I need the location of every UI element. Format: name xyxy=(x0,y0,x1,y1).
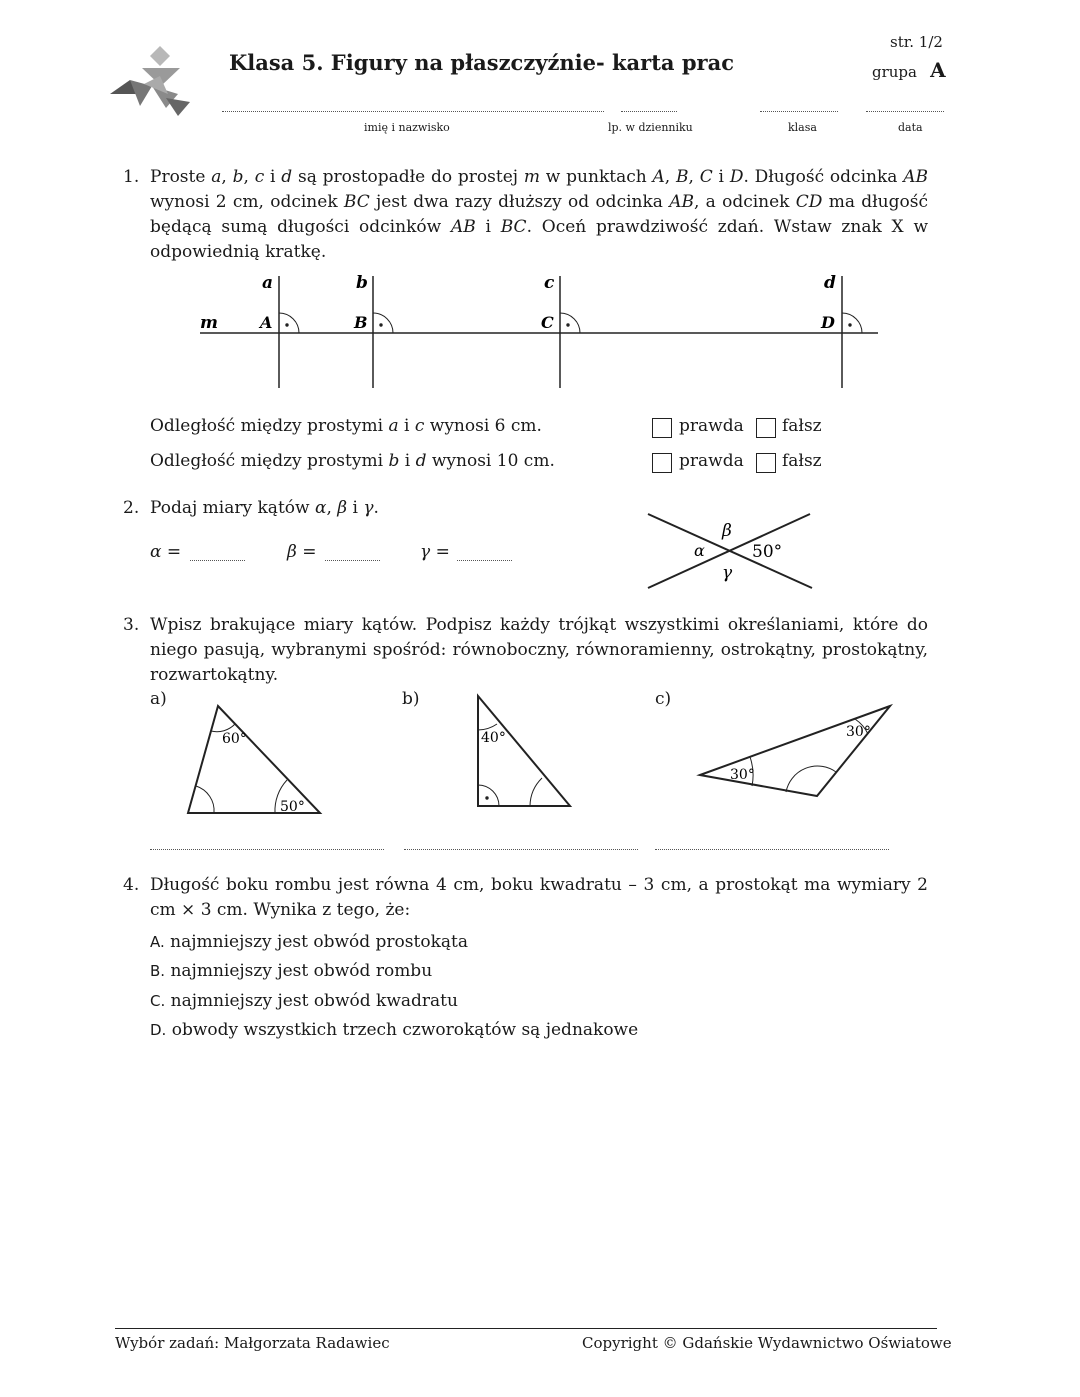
task-3-text: Wpisz brakujące miary kątów. Podpisz każdy trójkąt wszystkimi określaniami, które do niego pasują, wybranymi spośród: równoboczny, równoramienny, ostrokątny, prostokątny, rozwartokątny. xyxy=(150,615,928,685)
crossing-lines-diagram xyxy=(640,508,820,592)
task-3 xyxy=(123,613,928,688)
triangle-b-answer-field[interactable] xyxy=(404,849,638,850)
triangle-a-answer-field[interactable] xyxy=(150,849,384,850)
diagram-gamma-label: γ xyxy=(722,563,733,583)
perpendicular-lines-diagram xyxy=(190,268,890,393)
statement-2: Odległość między prostymi b i d wynosi 10 cm. xyxy=(150,451,555,471)
date-label: data xyxy=(898,121,923,134)
publisher-logo xyxy=(108,46,192,118)
triangle-b-angle-40: 40° xyxy=(481,730,506,746)
task-4-number: 4. xyxy=(123,875,140,895)
triangle-c xyxy=(690,696,900,800)
point-label-b: B xyxy=(354,313,368,332)
statement-2-false-label: fałsz xyxy=(782,451,822,471)
diagram-50-degree-label: 50° xyxy=(752,542,783,562)
option-d[interactable] xyxy=(150,1020,638,1040)
point-label-c: C xyxy=(541,313,554,332)
class-label: klasa xyxy=(788,121,817,134)
footer-divider xyxy=(115,1328,937,1329)
task-4-text: Długość boku rombu jest równa 4 cm, boku kwadratu – 3 cm, a prostokąt ma wymiary 2 cm × 3 cm. Wynika z tego, że: xyxy=(150,875,928,920)
statement-1-false-label: fałsz xyxy=(782,416,822,436)
task-2-text: Podaj miary kątów α, β i γ. xyxy=(150,498,379,518)
alpha-answer-field[interactable] xyxy=(190,560,245,561)
triangle-c-answer-field[interactable] xyxy=(655,849,889,850)
line-label-d: d xyxy=(824,273,836,293)
point-label-d: D xyxy=(821,313,835,332)
group-value: A xyxy=(930,58,946,82)
register-number-label: lp. w dzienniku xyxy=(608,121,693,134)
statement-2-true-label: prawda xyxy=(679,451,744,471)
triangle-a-angle-50: 50° xyxy=(280,799,305,815)
triangle-a-angle-60: 60° xyxy=(222,731,247,747)
task-1-number: 1. xyxy=(123,167,140,187)
option-b-text: najmniejszy jest obwód rombu xyxy=(165,961,433,981)
task-1-text: Proste a, b, c i d są prostopadłe do prostej m w punktach A, B, C i D. Długość odcinka AB wynosi 2 cm, odcinek BC jest dwa razy dłuższy od odcinka AB, a odcinek CD ma długość będącą sumą długości odcinków AB i BC. Oceń prawdziwość zdań. Wstaw znak X w odpowiednią kratkę. xyxy=(150,167,928,262)
line-label-a: a xyxy=(262,273,274,293)
base-line-label-m: m xyxy=(200,313,218,333)
task-3-number: 3. xyxy=(123,615,140,635)
triangle-b-label: b) xyxy=(402,689,420,709)
triangle-c-angle-30-left: 30° xyxy=(730,767,755,783)
class-field[interactable] xyxy=(760,111,838,112)
option-a-letter: A. xyxy=(150,933,165,951)
register-number-field[interactable] xyxy=(621,111,677,112)
task-2-number: 2. xyxy=(123,498,140,518)
triangle-a xyxy=(180,696,330,820)
statement-1: Odległość między prostymi a i c wynosi 6 cm. xyxy=(150,416,542,436)
option-b-letter: B. xyxy=(150,962,166,980)
page-number: str. 1/2 xyxy=(890,33,943,51)
group-label: grupa xyxy=(872,63,917,81)
line-label-b: b xyxy=(356,273,368,293)
task-4 xyxy=(123,873,928,923)
option-d-text: obwody wszystkich trzech czworokątów są jednakowe xyxy=(166,1020,639,1040)
option-c-text: najmniejszy jest obwód kwadratu xyxy=(165,991,458,1011)
name-field-label: imię i nazwisko xyxy=(364,121,450,134)
footer-copyright: Copyright © Gdańskie Wydawnictwo Oświatowe xyxy=(582,1334,952,1352)
statement-2-false-checkbox[interactable] xyxy=(756,453,776,473)
alpha-answer: α = xyxy=(150,542,182,562)
gamma-answer-field[interactable] xyxy=(457,560,512,561)
diagram-alpha-label: α xyxy=(694,541,705,560)
statement-2-true-checkbox[interactable] xyxy=(652,453,672,473)
option-d-letter: D. xyxy=(150,1021,167,1039)
gamma-answer: γ = xyxy=(420,542,450,562)
option-c-letter: C. xyxy=(150,992,166,1010)
worksheet-title: Klasa 5. Figury na płaszczyźnie- karta prac xyxy=(229,50,734,75)
diagram-beta-label: β xyxy=(722,521,732,541)
triangle-b xyxy=(470,692,580,812)
option-c[interactable] xyxy=(150,991,458,1011)
triangle-a-label: a) xyxy=(150,689,167,709)
beta-answer-field[interactable] xyxy=(325,560,380,561)
triangle-c-label: c) xyxy=(655,689,672,709)
line-label-c: c xyxy=(544,273,555,293)
statement-1-true-label: prawda xyxy=(679,416,744,436)
option-b[interactable] xyxy=(150,961,432,981)
name-field[interactable] xyxy=(222,111,604,112)
statement-1-true-checkbox[interactable] xyxy=(652,418,672,438)
option-a[interactable] xyxy=(150,932,468,952)
triangle-c-angle-30-top: 30° xyxy=(846,724,871,740)
beta-answer: β = xyxy=(287,542,317,562)
option-a-text: najmniejszy jest obwód prostokąta xyxy=(164,932,468,952)
group-indicator xyxy=(872,58,946,82)
point-label-a: A xyxy=(260,313,273,332)
statement-1-false-checkbox[interactable] xyxy=(756,418,776,438)
footer-author: Wybór zadań: Małgorzata Radawiec xyxy=(115,1334,390,1352)
task-1 xyxy=(123,165,928,265)
date-field[interactable] xyxy=(866,111,944,112)
